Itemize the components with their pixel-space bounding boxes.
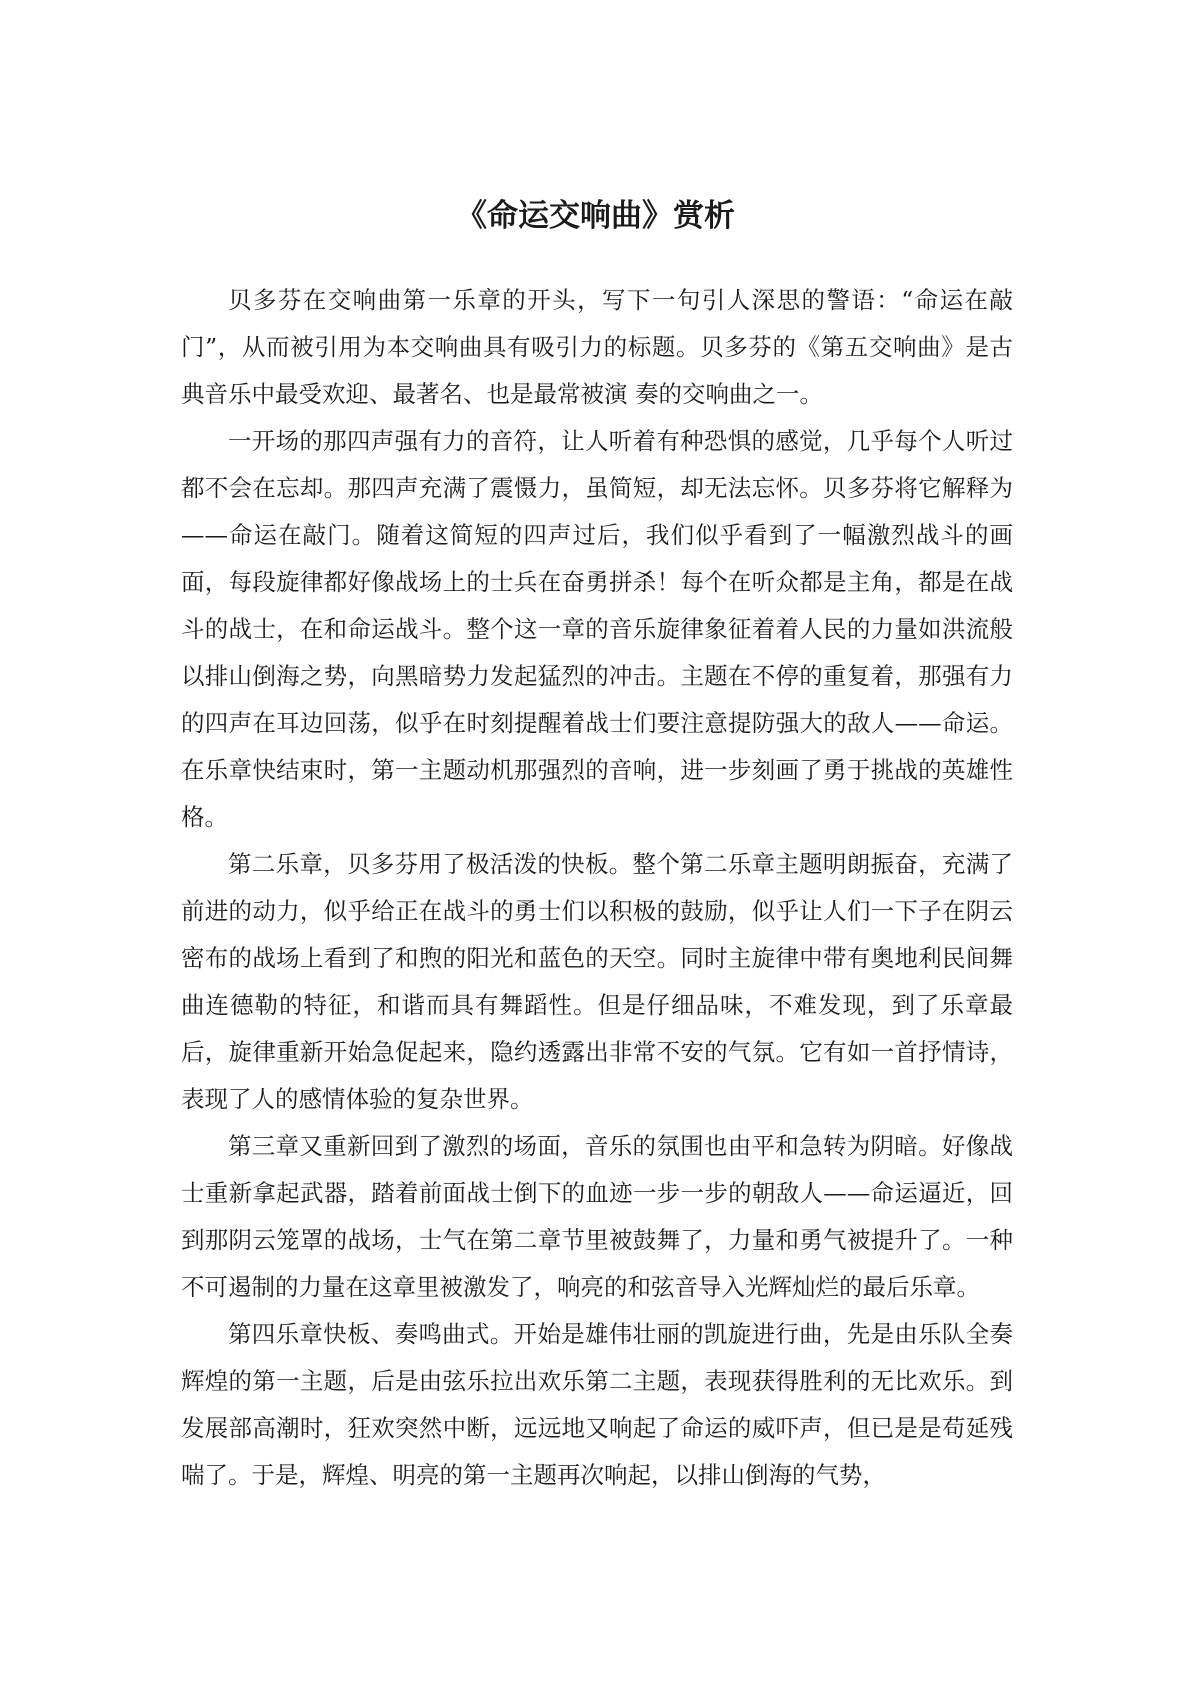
document-title: 《命运交响曲》赏析: [456, 198, 735, 234]
document-body: [181, 277, 1013, 1499]
paragraph-movement-4: 第四乐章快板、奏鸣曲式。开始是雄伟壮丽的凯旋进行曲，先是由乐队全奏辉煌的第一主题，后是由弦乐拉出欢乐第二主题，表现获得胜利的无比欢乐。到发展部高潮时，狂欢突然中断，远远地又响起了命运的威吓声，但已是是苟延残喘了。于是，辉煌、明亮的第一主题再次响起，以排山倒海的气势，: [181, 1320, 1013, 1489]
paragraph-intro: 贝多芬在交响曲第一乐章的开头，写下一句引人深思的警语：“命运在敲门”，从而被引用为本交响曲具有吸引力的标题。贝多芬的《第五交响曲》是古典音乐中最受欢迎、最著名、也是最常被演 奏的交响曲之一。: [181, 286, 1013, 408]
paragraph-movement-3: 第三章又重新回到了激烈的场面，音乐的氛围也由平和急转为阴暗。好像战士重新拿起武器，踏着前面战士倒下的血迹一步一步的朝敌人——命运逼近，回到那阴云笼罩的战场，士气在第二章节里被鼓舞了，力量和勇气被提升了。一种不可遏制的力量在这章里被激发了，响亮的和弦音导入光辉灿烂的最后乐章。: [181, 1132, 1013, 1301]
paragraph-movement-1: 一开场的那四声强有力的音符，让人听着有种恐惧的感觉，几乎每个人听过都不会在忘却。那四声充满了震慑力，虽简短，却无法忘怀。贝多芬将它解释为——命运在敲门。随着这简短的四声过后，我们似乎看到了一幅激烈战斗的画面，每段旋律都好像战场上的士兵在奋勇拼杀！每个在听众都是主角，都是在战斗的战士，在和命运战斗。整个这一章的音乐旋律象征着着人民的力量如洪流般以排山倒海之势，向黑暗势力发起猛烈的冲击。主题在不停的重复着，那强有力的四声在耳边回荡，似乎在时刻提醒着战士们要注意提防强大的敌人——命运。在乐章快结束时，第一主题动机那强烈的音响，进一步刻画了勇于挑战的英雄性格。: [181, 427, 1013, 831]
paragraph-movement-2: 第二乐章，贝多芬用了极活泼的快板。整个第二乐章主题明朗振奋，充满了前进的动力，似乎给正在战斗的勇士们以积极的鼓励，似乎让人们一下子在阴云密布的战场上看到了和煦的阳光和蓝色的天空。同时主旋律中带有奥地利民间舞曲连德勒的特征，和谐而具有舞蹈性。但是仔细品味，不难发现，到了乐章最后，旋律重新开始急促起来，隐约透露出非常不安的气氛。它有如一首抒情诗，表现了人的感情体验的复杂世界。: [181, 850, 1013, 1113]
